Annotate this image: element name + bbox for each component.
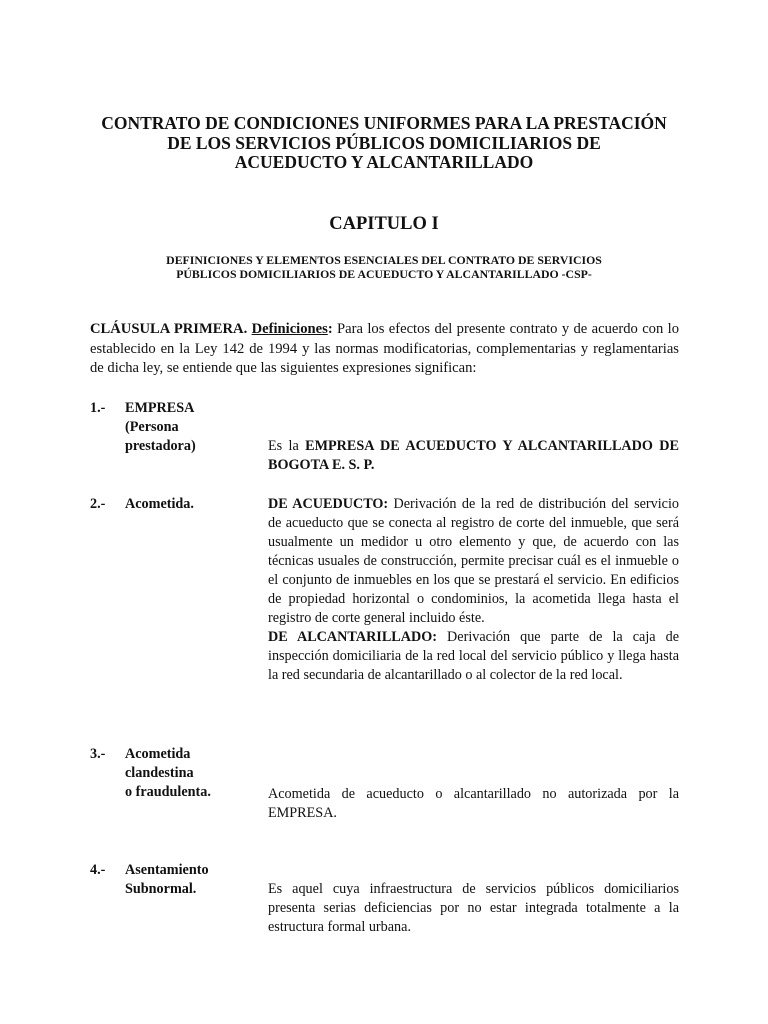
clause-colon: :: [327, 321, 333, 337]
definition-text: Es aquel cuya infraestructura de servicios públicos domiciliarios presenta serias deficiencias por no estar integrada totalmente a la estructura formal urbana.: [268, 881, 679, 935]
part-text: Derivación de la red de distribución del servicio de acueducto que se conecta al registro de corte del inmueble, que será usualmente un medidor u otro elemento y que, de acuerdo con las técnicas usuales de construcción, permite precisar cuál es el inmueble o el conjunto de inmuebles en los que se prestará el servicio. En edificios de propiedad horizontal o condominios, la acometida llega hasta el registro de corte general incluido éste.: [268, 496, 679, 626]
definition-term: [125, 745, 265, 802]
definition-text: Acometida de acueducto o alcantarillado no autorizada por la EMPRESA.: [268, 786, 679, 821]
title-line-3: ACUEDUCTO Y ALCANTARILLADO: [234, 152, 534, 172]
term-line: Asentamiento: [125, 862, 209, 878]
title-line-2: DE LOS SERVICIOS PÚBLICOS DOMICILIARIOS DE: [167, 132, 601, 153]
definition-number: 2.-: [90, 496, 106, 512]
term-line: clandestina: [125, 765, 194, 781]
part-text: Derivación que parte de la caja de inspección domiciliaria de la red local del servicio público y llega hasta la red secundaria de alcantarillado o al colector de la red local.: [268, 629, 679, 683]
definition-part-acueducto: [268, 495, 679, 628]
definition-bold: EMPRESA DE ACUEDUCTO Y ALCANTARILLADO DE BOGOTA E. S. P.: [268, 438, 679, 473]
clause-label: CLÁUSULA PRIMERA.: [90, 321, 252, 337]
definition-term: [125, 399, 265, 456]
term-line: Subnormal.: [125, 881, 197, 897]
title-line-1: CONTRATO DE CONDICIONES UNIFORMES PARA LA PRESTACIÓN: [101, 113, 667, 133]
definition-number: 1.-: [90, 400, 106, 416]
subtitle-line-2: PÚBLICOS DOMICILIARIOS DE ACUEDUCTO Y ALCANTARILLADO -CSP-: [176, 267, 592, 281]
definition-part-alcantarillado: [268, 628, 679, 685]
definition-text: [268, 495, 679, 685]
chapter-subtitle: [60, 253, 708, 281]
chapter-heading: CAPITULO I: [329, 214, 439, 234]
part-label: DE ALCANTARILLADO:: [268, 629, 438, 645]
subtitle-line-1: DEFINICIONES Y ELEMENTOS ESENCIALES DEL CONTRATO DE SERVICIOS: [166, 253, 602, 267]
term-line: o fraudulenta.: [125, 784, 211, 800]
definition-term: [125, 495, 265, 514]
term-line: EMPRESA: [125, 400, 195, 416]
clause-text: Para los efectos del presente contrato y de acuerdo con lo establecido en la Ley 142 de 1994 y las normas modificatorias, complementarias y reglamentarias de dicha ley, se entiende que las siguientes expresiones significan:: [90, 321, 680, 376]
document-title: [60, 114, 708, 173]
definition-term: [125, 861, 265, 899]
definition-text: [268, 437, 679, 475]
term-line: (Persona: [125, 419, 179, 435]
term-line: Acometida.: [125, 496, 194, 512]
definition-intro: Es la: [268, 438, 306, 454]
part-label: DE ACUEDUCTO:: [268, 496, 389, 512]
term-line: prestadora): [125, 438, 196, 454]
definition-number: 3.-: [90, 746, 106, 762]
clause-paragraph: [90, 320, 679, 379]
clause-sublabel: Definiciones: [251, 321, 328, 337]
definition-number: 4.-: [90, 862, 106, 878]
term-line: Acometida: [125, 746, 191, 762]
